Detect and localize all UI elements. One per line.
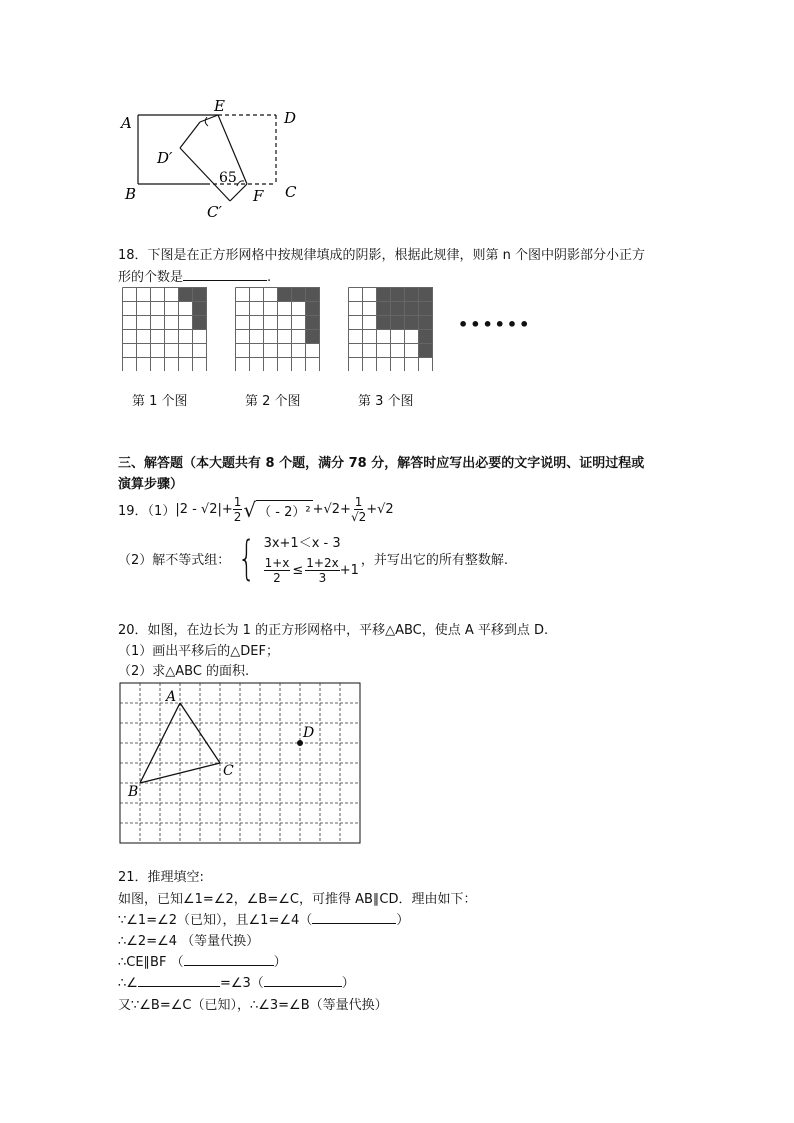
section3-title-line1: 三、解答题（本大题共有 8 个题，满分 78 分，解答时应写出必要的文字说明、证明过程或 (118, 456, 645, 471)
q21-line2-close: ） (396, 913, 410, 928)
system-brace: { (238, 531, 256, 585)
q19-part2-suffix: ，并写出它的所有整数解. (360, 552, 509, 568)
ineq2-lnum: 1+x (264, 556, 290, 570)
continuation-dots: •••••• (458, 315, 532, 334)
q19-part2 (118, 532, 508, 584)
label-B: B (125, 185, 137, 203)
q21-blank-3[interactable] (138, 974, 220, 987)
pattern-figure-3 (348, 287, 434, 371)
label-D-prime: D′ (157, 149, 173, 167)
q18-text-line2 (118, 266, 271, 285)
q21-blank-4[interactable] (264, 974, 342, 987)
label-D: D (284, 109, 297, 127)
q21-title: 21．推理填空: (118, 870, 204, 885)
q19-radicand: （ - 2）² (256, 500, 312, 520)
q20-label-C: C (223, 763, 234, 779)
triangle-grid-figure (115, 678, 365, 848)
label-F: F (253, 187, 264, 205)
q19-half-num: 1 (233, 495, 242, 509)
ineq2-operator: ≤ (292, 563, 304, 578)
label-A: A (121, 114, 132, 132)
inequality-system (264, 532, 359, 584)
q21-line5 (118, 972, 355, 991)
q19-half-den: 2 (233, 510, 242, 524)
ineq2-right-fraction (305, 557, 339, 584)
q19-abs-expr: |2 - √2|+ (175, 502, 233, 517)
q21-line5-prefix: ∴∠ (118, 976, 138, 991)
caption-1: 第 1 个图 (132, 394, 188, 409)
label-C: C (285, 183, 297, 201)
q21-line3: ∴∠2=∠4 （等量代换） (118, 934, 260, 949)
q21-line6: 又∵∠B=∠C（已知），∴∠3=∠B（等量代换） (118, 998, 388, 1013)
q21-line4 (118, 951, 287, 970)
q21-line1: 如图，已知∠1=∠2，∠B=∠C，可推得 AB∥CD．理由如下： (118, 892, 477, 907)
q20-label-A: A (166, 689, 177, 705)
q19-tail: +√2 (366, 502, 394, 517)
ineq2-rden: 3 (318, 571, 327, 585)
label-C-prime: C′ (207, 203, 222, 221)
q21-line5-mid: =∠3（ (219, 976, 264, 991)
inequality-1: 3x+1＜x - 3 (263, 536, 341, 551)
q19-frac2-den: √2 (350, 510, 367, 524)
q18-answer-blank[interactable] (183, 268, 267, 281)
pattern-figure-2 (235, 287, 321, 371)
q20-line3: （2）求△ABC 的面积. (118, 664, 250, 679)
q19-half-fraction (233, 496, 243, 523)
q20-label-B: B (128, 784, 139, 800)
angle-label: 65 (219, 170, 237, 186)
ineq2-tail: +1 (339, 563, 359, 578)
ineq2-lden: 2 (273, 571, 281, 585)
pattern-figure-1 (122, 287, 208, 371)
inequality-2 (264, 557, 359, 584)
q21-blank-2[interactable] (184, 953, 274, 966)
q18-period: . (267, 270, 272, 285)
q21-line5-close: ） (341, 976, 355, 991)
q19-sqrt-sign: √ (243, 497, 257, 522)
q19-plus-sqrt2: +√2+ (312, 502, 351, 517)
q18-text-line1: 18．下图是在正方形网格中按规律填成的阴影，根据此规律，则第 n 个图中阴影部分小正方 (118, 248, 646, 263)
q21-line2 (118, 909, 409, 928)
ineq2-left-fraction (264, 557, 291, 584)
q20-label-D: D (303, 725, 315, 741)
q21-line4-text: ∴CE∥BF （ (118, 955, 184, 970)
q19-part1 (118, 496, 394, 523)
caption-3: 第 3 个图 (358, 394, 414, 409)
caption-2: 第 2 个图 (245, 394, 301, 409)
fold-rectangle-figure (110, 95, 320, 230)
label-E: E (214, 97, 225, 115)
ineq2-rnum: 1+2x (306, 556, 339, 570)
q19-frac2-num: 1 (354, 495, 363, 509)
q19-inv-sqrt2-fraction (351, 496, 366, 523)
q21-line4-close: ） (273, 955, 287, 970)
q20-line2: （1）画出平移后的△DEF； (118, 644, 279, 659)
q20-line1: 20．如图，在边长为 1 的正方形网格中，平移△ABC，使点 A 平移到点 D. (118, 623, 549, 638)
q19-part1-prefix: 19．（1） (118, 504, 176, 519)
q18-question-text: 形的个数是 (118, 270, 184, 285)
q21-blank-1[interactable] (312, 911, 396, 924)
section3-title-line2: 演算步骤） (118, 477, 184, 492)
q21-line2-text: ∵∠1=∠2（已知），且∠1=∠4（ (118, 913, 313, 928)
q19-part2-prefix: （2）解不等式组： (118, 552, 231, 568)
